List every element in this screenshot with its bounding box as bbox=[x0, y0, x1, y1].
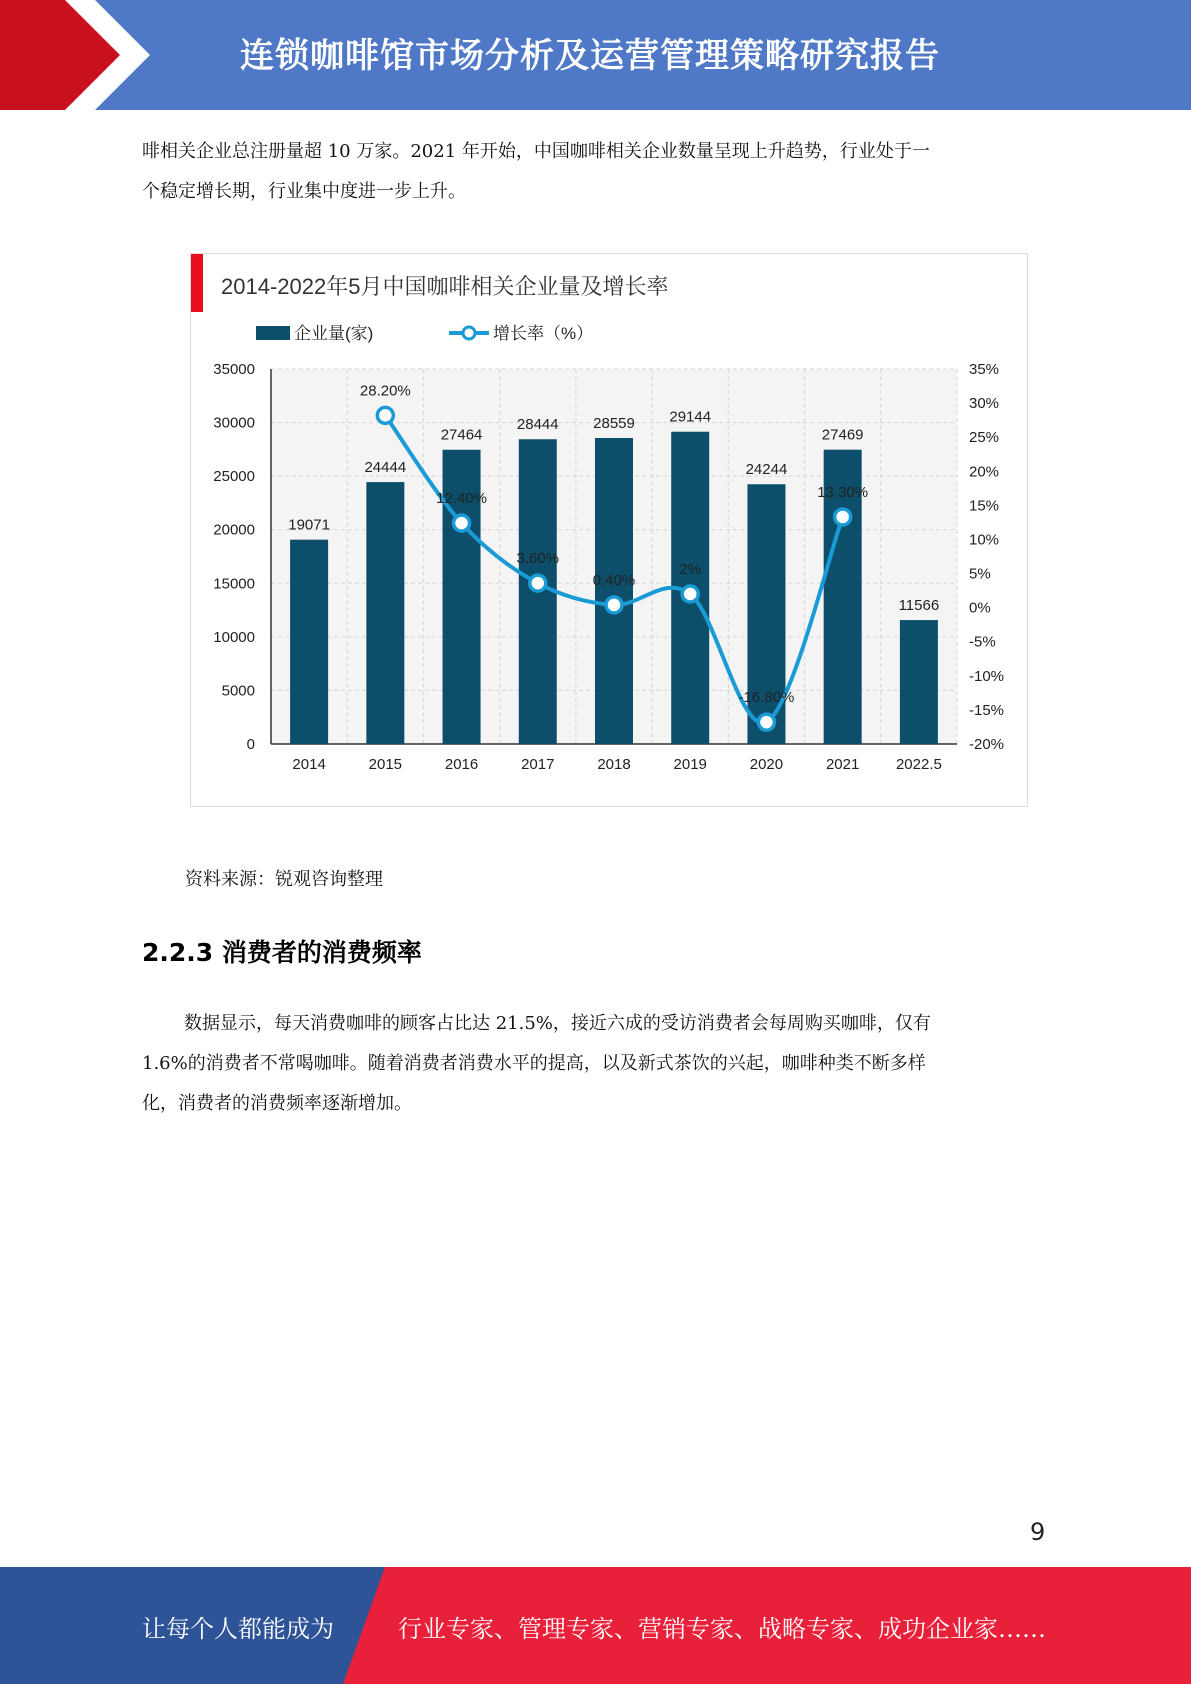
y-right-tick-label: 5% bbox=[969, 565, 991, 583]
bar-2018 bbox=[595, 438, 633, 744]
y-left-tick-label: 35000 bbox=[213, 361, 255, 378]
growth-rate-point bbox=[835, 509, 851, 525]
growth-rate-label: 3.60% bbox=[516, 550, 560, 568]
growth-rate-point bbox=[530, 575, 546, 591]
growth-rate-label: 2% bbox=[679, 561, 702, 578]
y-right-tick-label: -20% bbox=[969, 736, 1005, 753]
legend-line-marker bbox=[463, 327, 475, 339]
data-source-note: 资料来源：锐观咨询整理 bbox=[185, 869, 383, 890]
footer-slogan-left: 让每个人都能成为 bbox=[142, 1615, 334, 1643]
paragraph-line: 个稳定增长期，行业集中度进一步上升。 bbox=[142, 181, 466, 202]
growth-rate-label: 12.40% bbox=[436, 490, 487, 508]
bar-value-label: 29144 bbox=[669, 408, 712, 426]
section-heading: 2.2.3 消费者的消费频率 bbox=[142, 938, 422, 967]
report-header-banner bbox=[0, 0, 1191, 110]
paragraph-line: 啡相关企业总注册量超 10 万家。2021 年开始，中国咖啡相关企业数量呈现上升趋势，行业处于一 bbox=[142, 141, 930, 162]
paragraph-line: 化，消费者的消费频率逐渐增加。 bbox=[142, 1093, 412, 1114]
enterprise-count-chart bbox=[190, 253, 1028, 807]
report-title: 连锁咖啡馆市场分析及运营管理策略研究报告 bbox=[240, 36, 940, 76]
x-tick-label: 2018 bbox=[597, 756, 631, 773]
bar-value-label: 24244 bbox=[745, 461, 788, 479]
footer-slogan-right: 行业专家、管理专家、营销专家、战略专家、成功企业家…… bbox=[398, 1615, 1046, 1643]
bar-value-label: 24444 bbox=[364, 459, 407, 477]
chart-title: 2014-2022年5月中国咖啡相关企业量及增长率 bbox=[221, 274, 669, 299]
bar-2022.5 bbox=[900, 620, 938, 744]
bar-value-label: 27464 bbox=[440, 426, 483, 444]
x-tick-label: 2014 bbox=[292, 756, 326, 773]
y-right-tick-label: -10% bbox=[969, 667, 1005, 685]
growth-rate-point bbox=[606, 597, 622, 613]
y-left-tick-label: 5000 bbox=[221, 682, 255, 700]
paragraph-line: 数据显示，每天消费咖啡的顾客占比达 21.5%，接近六成的受访消费者会每周购买咖啡，仅有 bbox=[184, 1013, 931, 1034]
bar-value-label: 27469 bbox=[821, 426, 864, 444]
y-right-tick-label: 15% bbox=[969, 497, 1000, 515]
y-right-tick-label: -15% bbox=[969, 701, 1005, 719]
paragraph-line: 1.6%的消费者不常喝咖啡。随着消费者消费水平的提高，以及新式茶饮的兴起，咖啡种类不断多样 bbox=[142, 1053, 926, 1074]
consumption-frequency-paragraph bbox=[142, 1004, 1047, 1124]
bar-value-label: 28444 bbox=[516, 416, 559, 434]
growth-rate-label: 28.20% bbox=[359, 382, 411, 400]
page-number: 9 bbox=[1030, 1518, 1046, 1546]
y-right-tick-label: 35% bbox=[969, 361, 1000, 378]
bar-value-label: 19071 bbox=[288, 516, 330, 534]
y-left-tick-label: 10000 bbox=[213, 628, 255, 646]
growth-rate-label: -16.80% bbox=[738, 689, 795, 707]
intro-paragraph bbox=[142, 132, 1047, 212]
growth-rate-point bbox=[377, 407, 393, 423]
legend-bar-label: 企业量(家) bbox=[294, 324, 374, 343]
growth-rate-point bbox=[682, 586, 698, 602]
y-right-tick-label: 30% bbox=[969, 395, 1000, 413]
y-right-tick-label: 0% bbox=[969, 599, 991, 617]
chart-canvas bbox=[191, 254, 1027, 806]
bar-value-label: 11566 bbox=[898, 597, 940, 615]
growth-rate-point bbox=[758, 714, 774, 730]
growth-rate-point bbox=[454, 515, 470, 531]
y-left-tick-label: 30000 bbox=[213, 414, 255, 432]
x-tick-label: 2017 bbox=[521, 756, 555, 773]
x-tick-label: 2019 bbox=[673, 756, 707, 773]
y-left-tick-label: 0 bbox=[246, 736, 255, 753]
bar-2014 bbox=[290, 540, 328, 744]
footer-banner bbox=[0, 1567, 1191, 1684]
bar-2015 bbox=[366, 482, 404, 744]
title-accent-bar bbox=[191, 254, 203, 312]
x-tick-label: 2022.5 bbox=[895, 756, 942, 773]
x-tick-label: 2015 bbox=[368, 756, 403, 773]
y-right-tick-label: 20% bbox=[969, 463, 1000, 481]
y-left-tick-label: 25000 bbox=[213, 468, 255, 486]
x-tick-label: 2021 bbox=[825, 756, 860, 773]
y-right-tick-label: -5% bbox=[969, 633, 996, 651]
growth-rate-label: 0.40% bbox=[592, 571, 636, 589]
header-arrow-emblem bbox=[0, 0, 160, 110]
y-right-tick-label: 10% bbox=[969, 531, 1000, 549]
x-tick-label: 2020 bbox=[749, 756, 784, 773]
legend-bar-swatch bbox=[256, 326, 290, 340]
y-left-tick-label: 15000 bbox=[213, 575, 255, 593]
bar-value-label: 28559 bbox=[593, 415, 635, 433]
growth-rate-label: 13.30% bbox=[817, 483, 869, 501]
x-tick-label: 2016 bbox=[444, 756, 479, 773]
y-right-tick-label: 25% bbox=[969, 429, 1000, 447]
legend-line-label: 增长率（%） bbox=[493, 324, 594, 343]
y-left-tick-label: 20000 bbox=[213, 521, 255, 539]
